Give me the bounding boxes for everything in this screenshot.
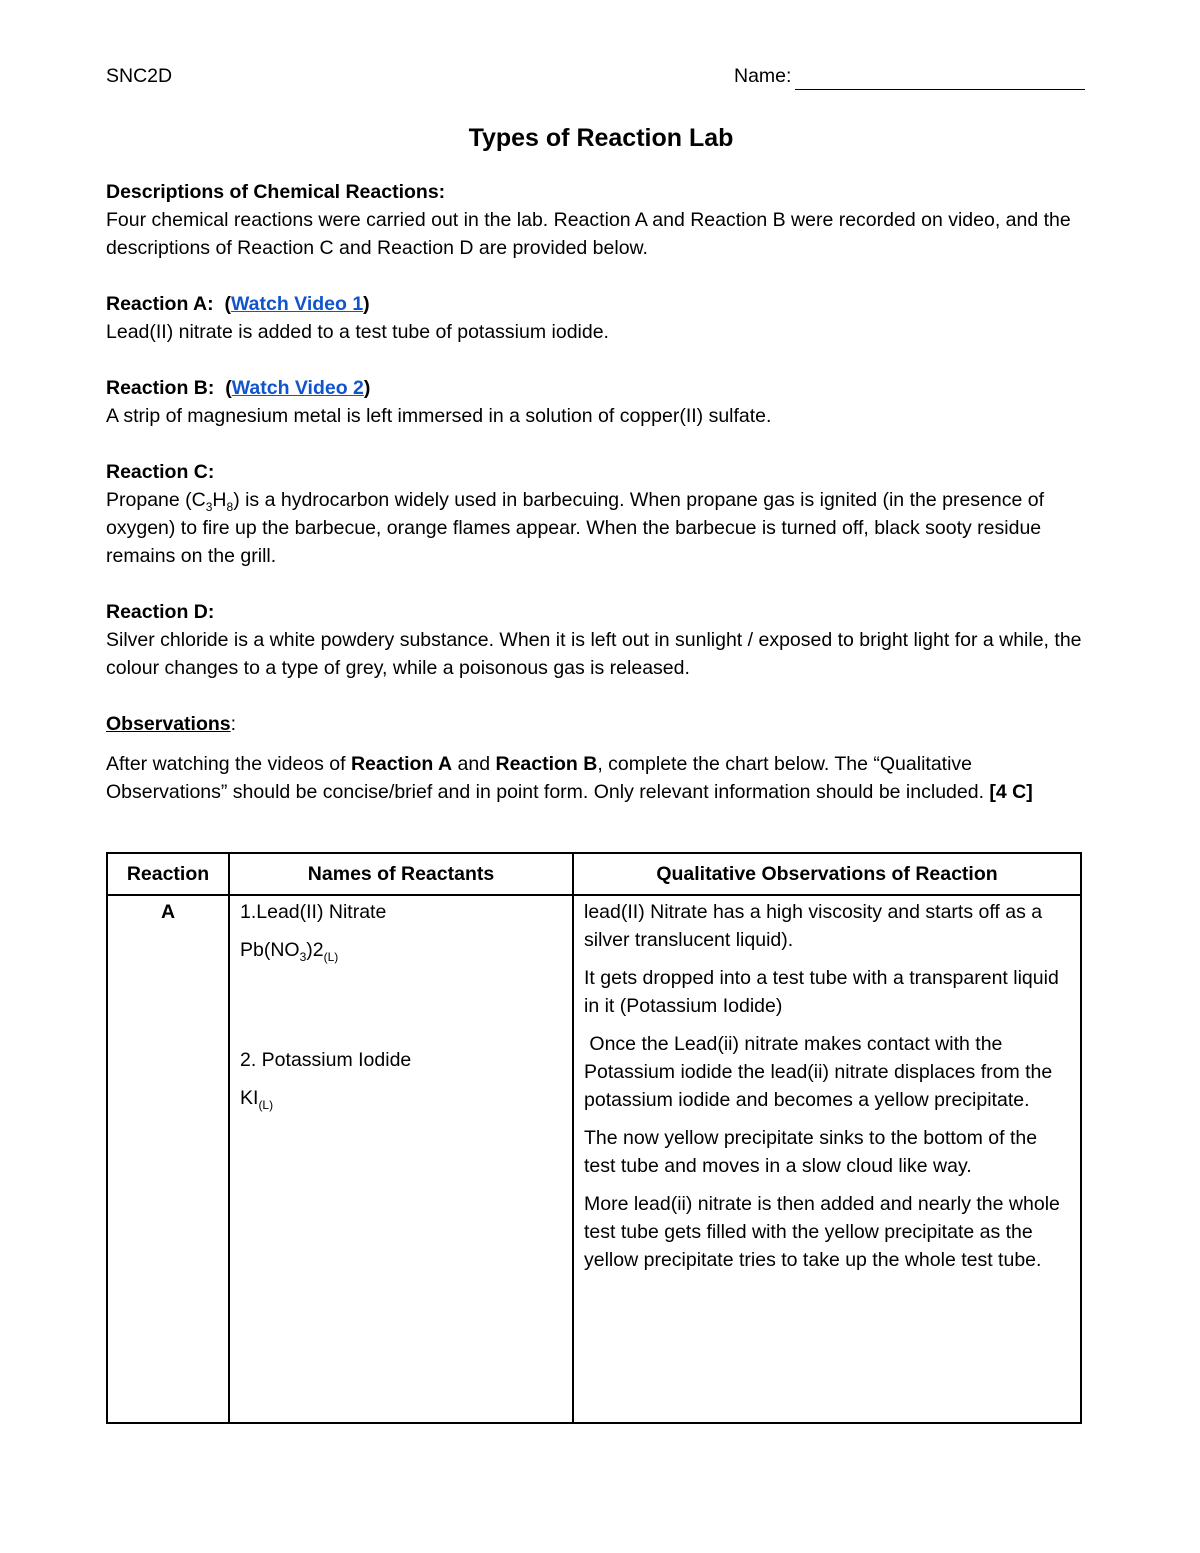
reaction-d-text: Silver chloride is a white powdery substance. When it is left out in sunlight / exposed to bright light for a while, the colour changes to a type of grey, while a poisonous gas is released. xyxy=(106,629,1082,679)
row-a-observations[interactable] xyxy=(573,895,1081,1423)
observations-heading: Observations xyxy=(106,713,231,735)
reaction-a-text: Lead(II) nitrate is added to a test tube of potassium iodide. xyxy=(106,321,609,343)
reaction-c-label: Reaction C: xyxy=(106,461,215,483)
reaction-a-section: Reaction A: (Watch Video 1) Lead(II) nitrate is added to a test tube of potassium iodide. xyxy=(106,290,1096,346)
reaction-c-text: Propane $(C_3H_8)$ is a hydrocarbon widely used in barbecuing. When propane gas is ignited (in the presence of oxygen) to fire up the barbecue, orange flames appear. When the barbecue is turned off, black sooty residue remains on the grill. xyxy=(106,489,1044,567)
watch-video-2-link[interactable]: Watch Video 2 xyxy=(231,377,364,399)
reaction-a-label: Reaction A: xyxy=(106,293,214,315)
reaction-b-section: Reaction B: (Watch Video 2) A strip of magnesium metal is left immersed in a solution of copper(II) sulfate. xyxy=(106,374,1096,430)
reaction-b-text: A strip of magnesium metal is left immersed in a solution of copper(II) sulfate. xyxy=(106,405,772,427)
observations-section: Observations: After watching the videos of Reaction A and Reaction B, complete the chart below. The “Qualitative Observations” should be concise/brief and in point form. Only relevant information should be included. [4 C] xyxy=(106,710,1096,806)
reactant-2-formula: $KI_{(L)}$ xyxy=(240,1087,274,1112)
reactant-1-formula: $Pb(NO_3)2_{(L)}$ xyxy=(240,939,339,964)
observations-intro: After watching the videos of Reaction A and Reaction B, complete the chart below. The “Qualitative Observations” should be concise/brief and in point form. Only relevant information should be included. [4 C] xyxy=(106,753,1033,803)
name-field xyxy=(734,62,1085,90)
page-header xyxy=(106,62,1096,92)
course-code: SNC2D xyxy=(106,65,173,87)
observation-item: Once the Lead(ii) nitrate makes contact with the Potassium iodide the lead(ii) nitrate displaces from the potassium iodide and becomes a yellow precipitate. xyxy=(584,1033,1058,1111)
observation-item: lead(II) Nitrate has a high viscosity and starts off as a silver translucent liquid). xyxy=(584,901,1043,951)
descriptions-section xyxy=(106,178,1096,262)
header-reactants: Names of Reactants xyxy=(229,853,573,895)
table-row xyxy=(107,895,1081,1423)
page-title: Types of Reaction Lab xyxy=(468,124,734,152)
reaction-d-section xyxy=(106,598,1096,682)
descriptions-intro: Four chemical reactions were carried out in the lab. Reaction A and Reaction B were recorded on video, and the descriptions of Reaction C and Reaction D are provided below. xyxy=(106,209,1071,259)
reactant-1-name: 1.Lead(II) Nitrate xyxy=(240,901,387,923)
observations-table xyxy=(106,852,1082,1424)
descriptions-heading: Descriptions of Chemical Reactions: xyxy=(106,181,446,203)
observation-item: The now yellow precipitate sinks to the bottom of the test tube and moves in a slow cloud like way. xyxy=(584,1127,1038,1177)
reaction-b-label: Reaction B: xyxy=(106,377,215,399)
reaction-d-label: Reaction D: xyxy=(106,601,215,623)
watch-video-1-link[interactable]: Watch Video 1 xyxy=(230,293,364,315)
worksheet-page xyxy=(106,62,1096,806)
header-reaction: Reaction xyxy=(107,853,229,895)
header-observations: Qualitative Observations of Reaction xyxy=(573,853,1081,895)
observation-item: It gets dropped into a test tube with a transparent liquid in it (Potassium Iodide) xyxy=(584,967,1059,1017)
name-blank-line[interactable] xyxy=(795,67,1085,90)
table-header-row xyxy=(107,853,1081,895)
row-a-reaction: A xyxy=(107,895,229,1423)
observation-item: More lead(ii) nitrate is then added and nearly the whole test tube gets filled with the yellow precipitate as the yellow precipitate tries to take up the whole test tube. xyxy=(584,1193,1060,1271)
reaction-c-section xyxy=(106,458,1096,570)
reactant-2-name: 2. Potassium Iodide xyxy=(240,1049,412,1071)
name-label: Name: xyxy=(734,65,792,87)
row-a-reactants[interactable] xyxy=(229,895,573,1423)
